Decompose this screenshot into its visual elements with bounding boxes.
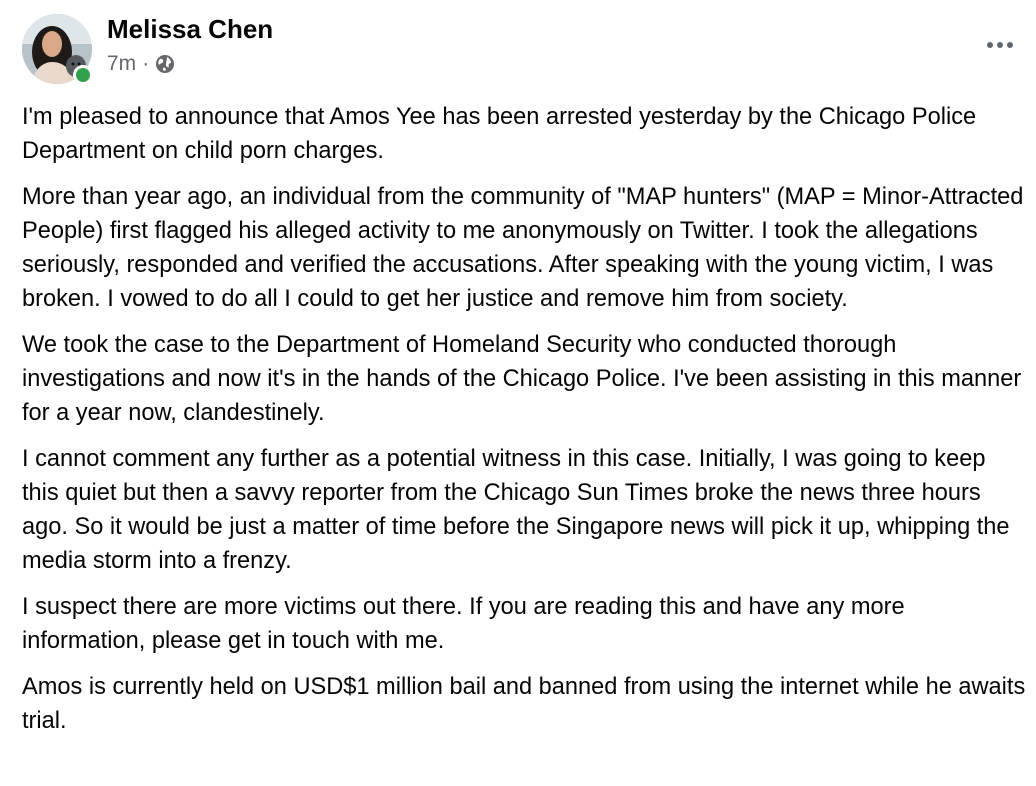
post-meta xyxy=(107,52,175,76)
more-options-icon-dot xyxy=(1007,42,1013,48)
more-options-icon-dot xyxy=(997,42,1003,48)
meta-separator: · xyxy=(142,52,150,75)
online-status-indicator xyxy=(73,65,93,85)
globe-icon[interactable] xyxy=(155,54,175,74)
post-body xyxy=(22,100,1028,750)
post-paragraph: I cannot comment any further as a potential witness in this case. Initially, I was going to keep this quiet but then a savvy reporter from the Chicago Sun Times broke the news three hours ago. So it would be just a matter of time before the Singapore news will pick it up, whipping the media storm into a frenzy. xyxy=(22,446,1010,574)
post-timestamp[interactable]: 7m xyxy=(107,52,137,75)
more-options-button[interactable] xyxy=(980,30,1020,60)
post-paragraph: More than year ago, an individual from the community of "MAP hunters" (MAP = Minor-Attracted People) first flagged his alleged activity to me anonymously on Twitter. I took the allegations seriously, responded and verified the accusations. After speaking with the young victim, I was broken. I vowed to do all I could to get her justice and remove him from society. xyxy=(22,184,1024,312)
post-paragraph: I'm pleased to announce that Amos Yee has been arrested yesterday by the Chicago Police Department on child porn charges. xyxy=(22,104,977,164)
post-paragraph: We took the case to the Department of Homeland Security who conducted thorough investigations and now it's in the hands of the Chicago Police. I've been assisting in this manner for a year now, clandestinely. xyxy=(22,332,1022,426)
author-name[interactable]: Melissa Chen xyxy=(107,14,274,44)
post-paragraph: Amos is currently held on USD$1 million bail and banned from using the internet while he awaits trial. xyxy=(22,674,1026,734)
post-paragraph: I suspect there are more victims out there. If you are reading this and have any more information, please get in touch with me. xyxy=(22,594,905,654)
more-options-icon xyxy=(987,42,993,48)
